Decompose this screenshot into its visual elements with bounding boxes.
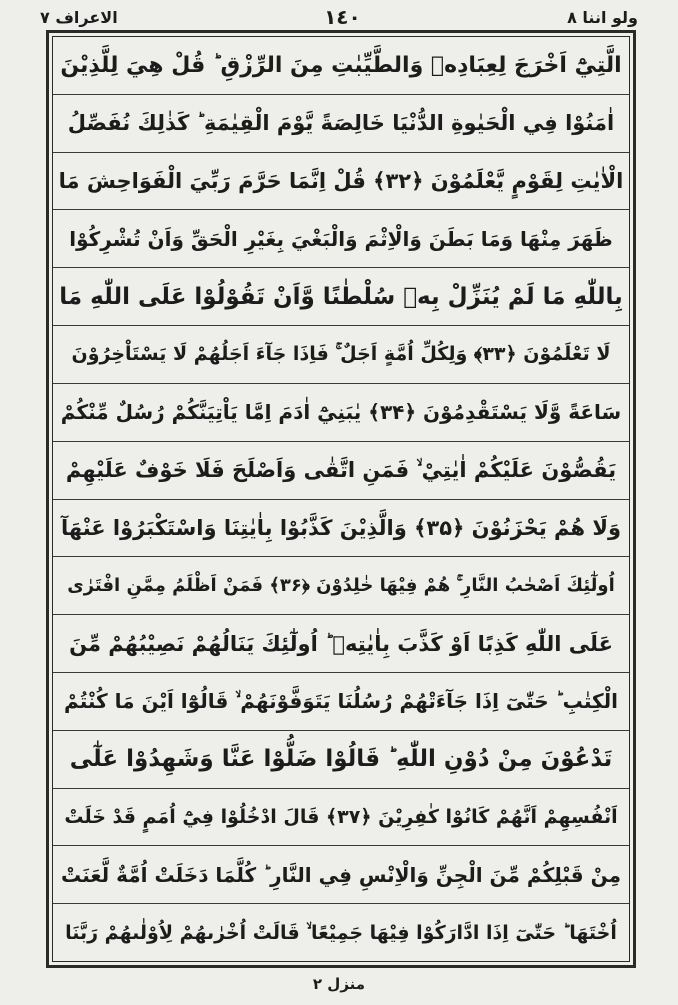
text-line-2: اٰمَنُوْا فِي الْحَيٰوةِ الدُّنْيَا خَالِصَةً يَّوْمَ الْقِيٰمَةِ ؕ كَذٰلِكَ نُفَصِّلُ — [53, 95, 629, 153]
text-line-4: ظَهَرَ مِنْهَا وَمَا بَطَنَ وَالْاِثْمَ وَالْبَغْيَ بِغَيْرِ الْحَقِّ وَاَنْ تُشْرِكُوْا — [53, 210, 629, 268]
text-line-11: عَلَى اللّٰهِ كَذِبًا اَوْ كَذَّبَ بِاٰيٰتِهٖ ؕ اُولٰٓئِكَ يَنَالُهُمْ نَصِيْبُهُمْ مِّنَ — [53, 615, 629, 673]
text-line-6: لَا تَعْلَمُوْنَ ﴿۳۳﴾ وَلِكُلِّ اُمَّةٍ اَجَلٌ ۚ فَاِذَا جَآءَ اَجَلُهُمْ لَا يَسْتَاْخِرُوْنَ — [53, 326, 629, 384]
page-header — [40, 4, 638, 30]
text-line-9: وَلَا هُمْ يَحْزَنُوْنَ ﴿۳۵﴾ وَالَّذِيْنَ كَذَّبُوْا بِاٰيٰتِنَا وَاسْتَكْبَرُوْا عَنْهَآ — [53, 500, 629, 558]
manzil-footer: منزل ٢ — [312, 975, 366, 993]
text-line-12: الْكِتٰبِ ؕ حَتّٰىٓ اِذَا جَآءَتْهُمْ رُسُلُنَا يَتَوَفَّوْنَهُمْ ۙ قَالُوْٓا اَيْنَ مَا كُنْتُمْ — [53, 673, 629, 731]
page-number: ١٤٠ — [324, 5, 361, 29]
text-line-16: اُخْتَهَا ؕ حَتّٰىٓ اِذَا ادَّارَكُوْا فِيْهَا جَمِيْعًا ۙ قَالَتْ اُخْرٰىهُمْ لِاُوْلٰىهُمْ رَبَّنَا — [65, 921, 617, 944]
text-line-3: الْاٰيٰتِ لِقَوْمٍ يَّعْلَمُوْنَ ﴿۳۲﴾ قُلْ اِنَّمَا حَرَّمَ رَبِّيَ الْفَوَاحِشَ مَا — [53, 153, 629, 211]
text-body — [52, 36, 630, 962]
text-line-1: الَّتِيْٓ اَخْرَجَ لِعِبَادِهٖ وَالطَّيِّبٰتِ مِنَ الرِّزْقِ ؕ قُلْ هِيَ لِلَّذِيْنَ — [53, 37, 629, 95]
text-line-14: اَنْفُسِهِمْ اَنَّهُمْ كَانُوْا كٰفِرِيْنَ ﴿۳۷﴾ قَالَ ادْخُلُوْا فِيْٓ اُمَمٍ قَدْ خَلَتْ — [53, 789, 629, 847]
text-line-13: تَدْعُوْنَ مِنْ دُوْنِ اللّٰهِ ؕ قَالُوْا ضَلُّوْا عَنَّا وَشَهِدُوْا عَلٰٓى — [53, 731, 629, 789]
text-line-5: بِاللّٰهِ مَا لَمْ يُنَزِّلْ بِهٖ سُلْطٰنًا وَّاَنْ تَقُوْلُوْا عَلَى اللّٰهِ مَا — [53, 268, 629, 326]
text-line-15: مِنْ قَبْلِكُمْ مِّنَ الْجِنِّ وَالْاِنْسِ فِي النَّارِ ؕ كُلَّمَا دَخَلَتْ اُمَّةٌ لَّعَنَتْ — [53, 846, 629, 904]
para-name: ولو اننا ٨ — [567, 7, 638, 27]
text-line-7: سَاعَةً وَّلَا يَسْتَقْدِمُوْنَ ﴿۳۴﴾ يٰبَنِيْٓ اٰدَمَ اِمَّا يَاْتِيَنَّكُمْ رُسُلٌ مِّنْكُمْ — [53, 384, 629, 442]
text-line-8: يَقُصُّوْنَ عَلَيْكُمْ اٰيٰتِيْ ۙ فَمَنِ اتَّقٰى وَاَصْلَحَ فَلَا خَوْفٌ عَلَيْهِمْ — [53, 442, 629, 500]
text-line-10: اُولٰٓئِكَ اَصْحٰبُ النَّارِ ۚ هُمْ فِيْهَا خٰلِدُوْنَ ﴿۳۶﴾ فَمَنْ اَظْلَمُ مِمَّنِ افْتَرٰى — [53, 557, 629, 615]
surah-name: الاعراف ٧ — [40, 7, 118, 27]
